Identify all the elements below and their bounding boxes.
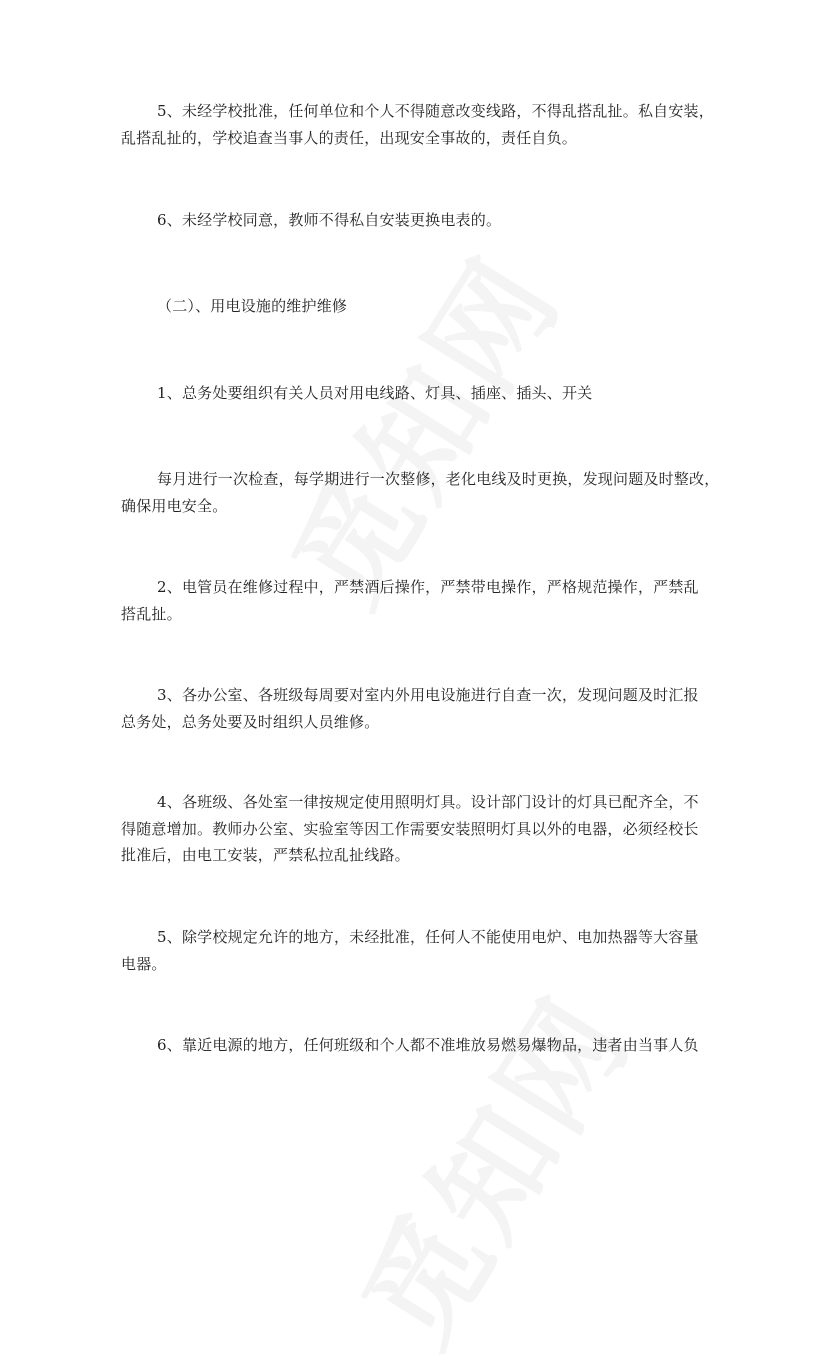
text-line: 得随意增加。教师办公室、实验室等因工作需要安装照明灯具以外的电器，必须经校长 [121,819,699,838]
text-line: 确保用电安全。 [121,496,228,515]
text-line: 批准后，由电工安装，严禁私拉乱扯线路。 [121,846,410,864]
paragraph [121,574,721,627]
text-line: 5、未经学校批准，任何单位和个人不得随意改变线路，不得乱搭乱扯。私自安装， [157,102,714,120]
text-line: 2、电管员在维修过程中，严禁酒后操作，严禁带电操作，严格规范操作，严禁乱 [157,578,699,596]
text-line: 总务处，总务处要及时组织人员维修。 [121,712,380,731]
paragraph [121,682,721,735]
text-line: 6、未经学校同意，教师不得私自安装更换电表的。 [157,211,502,229]
paragraph [121,789,721,869]
paragraph [121,1032,721,1059]
text-line: 1、总务处要组织有关人员对用电线路、灯具、插座、插头、开关 [157,384,593,402]
paragraph [121,207,721,234]
paragraph [121,98,721,151]
text-line: 4、各班级、各处室一律按规定使用照明灯具。设计部门设计的灯具已配齐全，不 [157,793,699,811]
watermark [246,220,592,632]
text-line: 每月进行一次检查，每学期进行一次整修，老化电线及时更换，发现问题及时整改， [157,470,720,488]
watermark [316,960,662,1372]
text-line: 搭乱扯。 [121,604,182,623]
paragraph [121,924,721,977]
paragraph [121,466,721,519]
text-line: 3、各办公室、各班级每周要对室内外用电设施进行自查一次，发现问题及时汇报 [157,686,699,704]
section-heading [121,293,721,320]
text-line: 乱搭乱扯的，学校追查当事人的责任，出现安全事故的，责任自负。 [121,128,578,147]
text-line: 6、靠近电源的地方，任何班级和个人都不准堆放易燃易爆物品，违者由当事人负 [157,1036,699,1054]
text-line: 5、除学校规定允许的地方，未经批准，任何人不能使用电炉、电加热器等大容量 [157,928,699,946]
text-line: 电器。 [121,954,167,973]
paragraph [121,380,721,407]
text-line: （二）、用电设施的维护维修 [157,297,348,315]
